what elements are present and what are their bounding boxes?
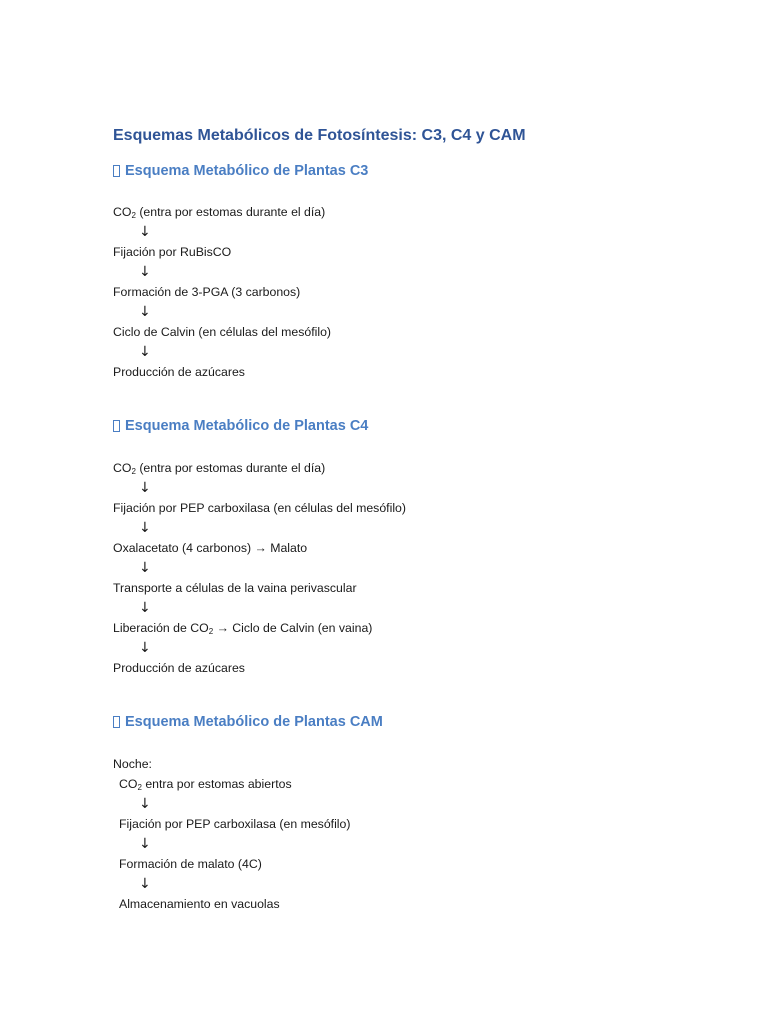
document-page [113, 124, 713, 914]
down-arrow-icon: ↓ [139, 876, 151, 892]
down-arrow-icon: ↓ [139, 520, 151, 536]
section-heading-c3 [113, 161, 713, 181]
flow-cam [113, 754, 713, 914]
down-arrow-icon: ↓ [139, 264, 151, 280]
section-heading-text: Esquema Metabólico de Plantas CAM [125, 714, 383, 730]
flow-step: Almacenamiento en vacuolas [119, 897, 280, 911]
flow-step: Liberación de $CO_2$ → Ciclo de Calvin (en vaina) [113, 621, 373, 636]
flow-step: $CO_2$ (entra por estomas durante el día) [113, 461, 326, 476]
flow-step: Formación de 3-PGA (3 carbonos) [113, 285, 301, 299]
down-arrow-icon: ↓ [139, 480, 151, 496]
flow-step: Oxalacetato (4 carbonos) → Malato [113, 541, 308, 555]
document-title: Esquemas Metabólicos de Fotosíntesis: C3, C4 y CAM [113, 127, 526, 144]
down-arrow-icon: ↓ [139, 796, 151, 812]
missing-glyph-icon [113, 716, 120, 728]
down-arrow-icon: ↓ [139, 836, 151, 852]
down-arrow-icon: ↓ [139, 560, 151, 576]
flow-c3 [113, 202, 713, 382]
flow-c4 [113, 458, 713, 678]
flow-step: Producción de azúcares [113, 661, 245, 675]
flow-step: Formación de malato (4C) [119, 857, 262, 871]
flow-step: Ciclo de Calvin (en células del mesófilo) [113, 325, 332, 339]
flow-step: Fijación por RuBisCO [113, 245, 232, 259]
flow-step: $CO_2$ entra por estomas abiertos [119, 777, 292, 792]
flow-step: Fijación por PEP carboxilasa (en mesófilo) [119, 817, 351, 831]
down-arrow-icon: ↓ [139, 304, 151, 320]
section-heading-text: Esquema Metabólico de Plantas C4 [125, 418, 369, 434]
section-heading-text: Esquema Metabólico de Plantas C3 [125, 163, 369, 179]
down-arrow-icon: ↓ [139, 224, 151, 240]
phase-label: Noche: [113, 757, 152, 771]
flow-step: Fijación por PEP carboxilasa (en células del mesófilo) [113, 501, 406, 515]
missing-glyph-icon [113, 165, 120, 177]
down-arrow-icon: ↓ [139, 600, 151, 616]
down-arrow-icon: ↓ [139, 640, 151, 656]
missing-glyph-icon [113, 420, 120, 432]
flow-step: Transporte a células de la vaina perivascular [113, 581, 357, 595]
section-heading-cam [113, 712, 713, 732]
down-arrow-icon: ↓ [139, 344, 151, 360]
section-heading-c4 [113, 416, 713, 436]
flow-step: Producción de azúcares [113, 365, 245, 379]
flow-step: $CO_2$ (entra por estomas durante el día) [113, 205, 326, 220]
